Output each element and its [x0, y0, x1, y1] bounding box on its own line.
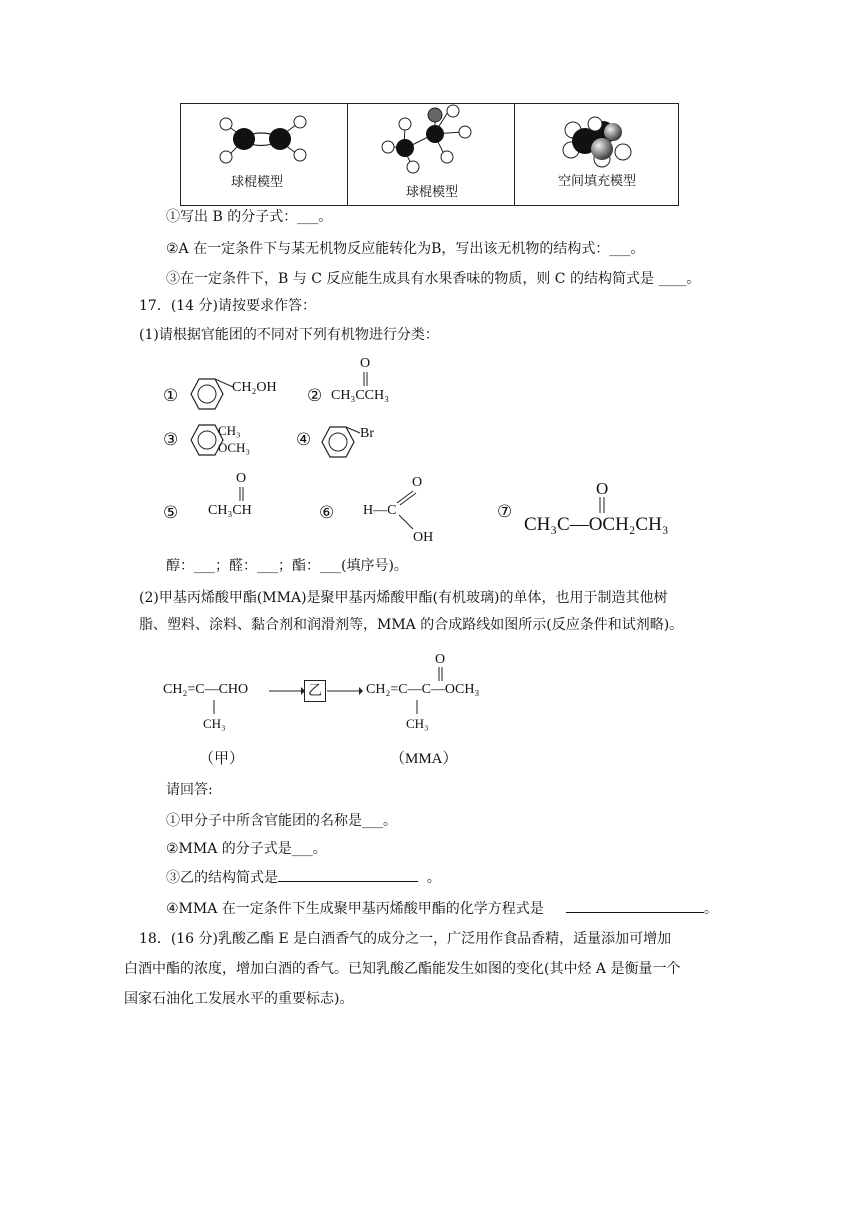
molecule-models-table — [180, 103, 679, 206]
compound-7-oxygen: O — [596, 479, 609, 498]
compound-7-formula: CH₃C—OCH₂CH₃ — [524, 514, 669, 535]
compound-7-number: ⑦ — [497, 502, 513, 521]
compound-1-number: ① — [163, 386, 179, 405]
answer-1: ①甲分子中所含官能团的名称是___。 — [166, 813, 397, 829]
compound-6-oxygen: O — [412, 475, 423, 490]
compound-3-methoxy: OCH₃ — [218, 440, 250, 455]
q18-line2: 白酒中酯的浓度，增加白酒的香气。已知乳酸乙酯能发生如图的变化(其中烃 A 是衡量一个 — [124, 961, 681, 977]
compound-6-number: ⑥ — [319, 503, 335, 522]
reaction-arrow-icon — [327, 684, 363, 698]
formic-acid-bonds — [393, 489, 419, 535]
q17-part2-line1: (2)甲基丙烯酸甲酯(MMA)是聚甲基丙烯酸甲酯(有机玻璃)的单体，也用于制造其他树 — [139, 590, 668, 606]
model-a-cell — [181, 104, 348, 206]
double-bond-line — [237, 487, 247, 503]
reaction-arrow-icon — [269, 684, 305, 698]
answer-3-text: ③乙的结构简式是 — [166, 870, 278, 886]
compound-jia-formula: CH₂=C—CHO — [163, 682, 249, 697]
answer-3-blank[interactable] — [278, 867, 418, 882]
model-b-cell — [348, 104, 515, 206]
answer-4-blank[interactable] — [566, 898, 704, 913]
q17-header: 17．(14 分)请按要求作答： — [139, 298, 317, 314]
q17-part2-line2: 脂、塑料、涂料、黏合剂和润滑剂等，MMA 的合成路线如图所示(反应条件和试剂略)。 — [139, 617, 684, 633]
mma-formula: CH₂=C—C—OCH₃ — [366, 682, 480, 697]
compound-5-formula: CH₃CH — [208, 503, 252, 518]
model-c-caption: 空间填充模型 — [558, 174, 637, 189]
q16-sub3: ③在一定条件下，B 与 C 反应能生成具有水果香味的物质，则 C 的结构简式是 ____。 — [166, 271, 701, 287]
ball-stick-model-a — [181, 104, 347, 207]
model-a-caption: 球棍模型 — [231, 175, 284, 190]
mma-methyl: CH₃ — [406, 716, 429, 731]
q18-line1: 18．(16 分)乳酸乙酯 E 是白酒香气的成分之一，广泛用作食品香精，适量添加可增加 — [139, 931, 672, 947]
q17-part1: (1)请根据官能团的不同对下列有机物进行分类： — [139, 327, 439, 343]
single-bond-line — [210, 700, 218, 716]
answer-4-text: ④MMA 在一定条件下生成聚甲基丙烯酸甲酯的化学方程式是 — [166, 901, 544, 917]
classify-prompt: 醇：___；醛：___；酯：___(填序号)。 — [166, 558, 408, 574]
model-b-caption: 球棍模型 — [406, 185, 459, 200]
answer-3-end: 。 — [426, 870, 441, 886]
q16-sub2: ②A 在一定条件下与某无机物反应能转化为B，写出该无机物的结构式：___。 — [166, 241, 645, 257]
answer-2: ②MMA 的分子式是___。 — [166, 841, 327, 857]
compound-2-formula: CH₃CCH₃ — [331, 388, 389, 403]
double-bond-line — [436, 667, 446, 683]
mma-oxygen: O — [435, 652, 446, 667]
compound-jia-methyl: CH₃ — [203, 716, 226, 731]
compound-6-hydroxyl: OH — [413, 530, 434, 545]
compound-5-number: ⑤ — [163, 503, 179, 522]
answer-intro: 请回答: — [166, 782, 213, 798]
label-jia: （甲） — [199, 751, 245, 767]
answer-3 — [166, 867, 441, 888]
compound-6-formula: H—C — [363, 503, 397, 518]
double-bond-line — [361, 372, 371, 388]
compound-1-formula: CH₂OH — [232, 380, 277, 395]
space-filling-model-c — [515, 104, 681, 207]
compound-3-number: ③ — [163, 430, 179, 449]
single-bond-line — [413, 700, 421, 716]
answer-4-end: 。 — [704, 901, 719, 917]
q18-line3: 国家石油化工发展水平的重要标志)。 — [124, 991, 354, 1007]
compound-3-methyl: CH₃ — [218, 423, 241, 438]
compound-4-number: ④ — [296, 430, 312, 449]
compound-2-oxygen: O — [360, 356, 371, 371]
compound-4-bromo: Br — [360, 426, 374, 441]
label-mma: （MMA） — [390, 751, 458, 767]
double-bond-line — [597, 497, 609, 515]
model-c-cell — [515, 104, 679, 206]
q16-sub1: ①写出 B 的分子式：___。 — [166, 209, 333, 225]
answer-4 — [166, 898, 718, 919]
intermediate-yi-box: 乙 — [304, 680, 326, 702]
compound-5-oxygen: O — [236, 471, 247, 486]
compound-2-number: ② — [307, 386, 323, 405]
benzene-ring-icon — [183, 374, 235, 418]
